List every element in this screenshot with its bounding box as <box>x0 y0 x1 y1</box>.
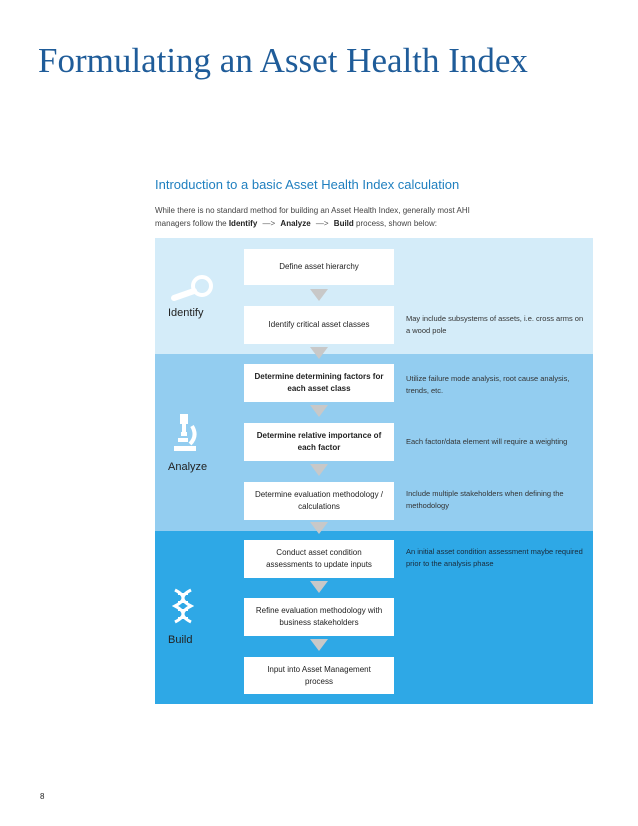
step-box-relative-importance: Determine relative importance of each factor <box>244 423 394 461</box>
note-relative-importance: Each factor/data element will require a weighting <box>406 437 568 446</box>
step-box-refine-methodology: Refine evaluation methodology with business stakeholders <box>244 598 394 636</box>
step-arrow <box>310 405 328 417</box>
intro-arrow-2: —> <box>315 219 329 228</box>
note-condition-assessments: An initial asset condition assessment maybe required prior to the analysis phase <box>406 547 583 568</box>
step-arrow <box>310 289 328 301</box>
step-arrow <box>310 639 328 651</box>
step-arrow <box>310 347 328 359</box>
step-arrow <box>310 522 328 534</box>
intro-text: While there is no standard method for building an Asset Health Index, generally most AHI managers follow the <box>155 206 470 228</box>
step-box-determining-factors: Determine determining factors for each asset class <box>244 364 394 402</box>
note-evaluation-methodology: Include multiple stakeholders when defining the methodology <box>406 489 564 510</box>
page-number: 8 <box>40 792 45 801</box>
dna-icon <box>172 588 194 624</box>
intro-step-build: Build <box>333 219 354 228</box>
step-box-condition-assessments: Conduct asset condition assessments to update inputs <box>244 540 394 578</box>
step-arrow <box>310 581 328 593</box>
microscope-icon <box>170 412 200 454</box>
step-box-input-asset-management: Input into Asset Management process <box>244 657 394 694</box>
intro-arrow-1: —> <box>262 219 276 228</box>
magnifier-icon <box>168 272 216 304</box>
note-identify-critical: May include subsystems of assets, i.e. cross arms on a wood pole <box>406 314 584 335</box>
note-determining-factors: Utilize failure mode analysis, root cause analysis, trends, etc. <box>406 374 570 395</box>
step-box-evaluation-methodology: Determine evaluation methodology / calculations <box>244 482 394 520</box>
build-label: Build <box>168 634 193 646</box>
section-subtitle: Introduction to a basic Asset Health Index calculation <box>155 177 460 192</box>
step-box-identify-critical: Identify critical asset classes <box>244 306 394 344</box>
step-arrow <box>310 464 328 476</box>
intro-step-analyze: Analyze <box>280 219 311 228</box>
analyze-label: Analyze <box>168 461 208 473</box>
step-box-define-hierarchy: Define asset hierarchy <box>244 249 394 285</box>
identify-label: Identify <box>168 307 204 319</box>
page-title: Formulating an Asset Health Index <box>38 41 528 80</box>
intro-tail: process, shown below: <box>356 219 437 228</box>
intro-paragraph <box>155 204 485 230</box>
intro-step-identify: Identify <box>228 219 258 228</box>
